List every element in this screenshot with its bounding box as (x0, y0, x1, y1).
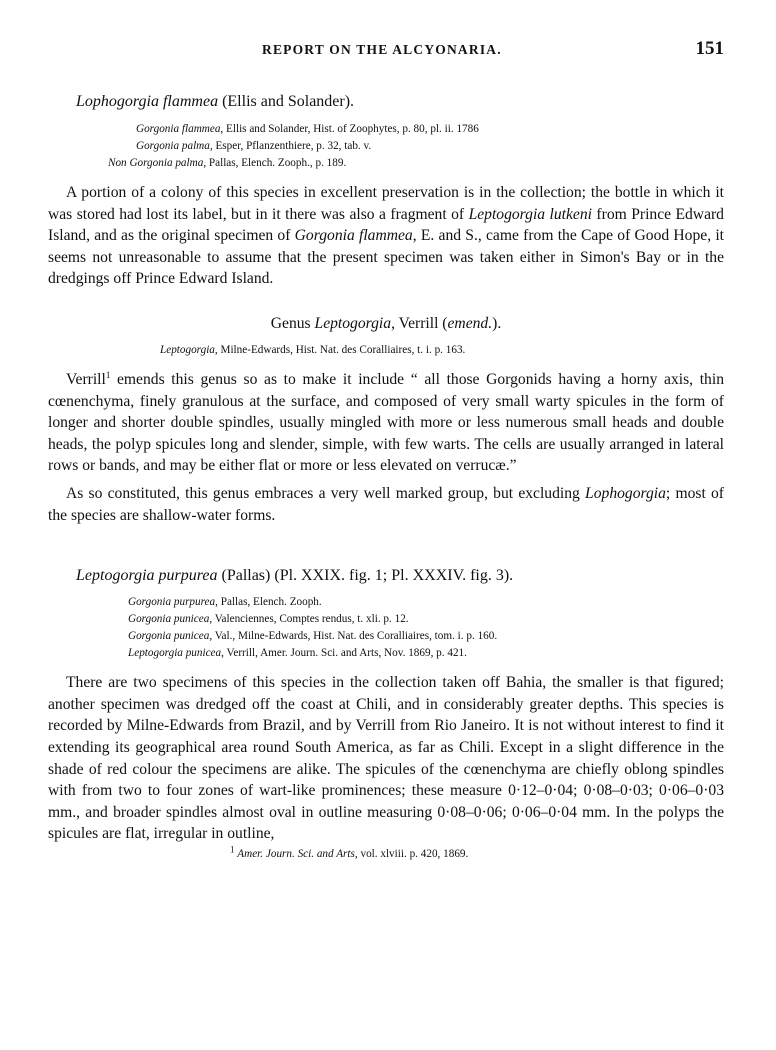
synonym-reference: , Ellis and Solander, Hist. of Zoophytes, p. 80, pl. ii. 1786 (220, 123, 479, 135)
page-number: 151 (695, 38, 724, 59)
genus-name: Leptogorgia (314, 314, 392, 332)
paragraph-genus-remarks (48, 483, 724, 526)
footnote (48, 846, 724, 862)
paragraph-text: emends this genus so as to make it include “ all those Gorgonids having a horny axis, thin cœnenchyma, finely granulous at the surface, and composed of very small warty spicules in the form of longer and shorter double spindles, usually mingled with more or less numerous small heads and double heads, the polyp spicules long and slender, simple, with few warts. The cells are usually arranged in lateral rows or bands, and may be either flat or more or less elevated on verrucæ.” (48, 370, 724, 475)
synonym-name: Gorgonia punicea (128, 613, 210, 626)
synonym-reference: , Pallas, Elench. Zooph. (215, 596, 322, 609)
taxon-name: Gorgonia flammea (294, 227, 413, 245)
footnote-marker: 1 (105, 369, 111, 380)
paragraph-genus-diagnosis (48, 369, 724, 477)
synonymy-list (48, 121, 724, 172)
taxon-name: Leptogorgia lutkeni (468, 205, 592, 223)
synonym-name: Non Gorgonia palma (108, 157, 204, 169)
species-heading-lophogorgia-flammea (76, 92, 724, 112)
paragraph-text: A portion of a colony of this species in excellent preservation is in the collection; the bottle in which it was stored had lost its label, but in it there was also a fragment of (48, 184, 724, 223)
synonym-name: Gorgonia palma (136, 140, 210, 152)
paragraph-lophogorgia (48, 182, 724, 290)
paragraph-leptogorgia-purpurea: There are two specimens of this species in the collection taken off Bahia, the smaller is that figured; another specimen was dredged off the coast at Chili, and in considerably greater depths. This species is recorded by Milne-Edwards from Brazil, and by Verrill from Rio Janeiro. It is not without interest to find it extending its geographical area round South America, as far as Chili. Except in a slight difference in the shade of red colour the specimens are alike. The spicules of the cœnenchyma are chiefly oblong spindles with from two to four zones of wart-like prominences; these measure 0·12–0·04; 0·08–0·03; 0·06–0·03 mm., and broader spindles almost oval in outline measuring 0·08–0·06; 0·06–0·04 mm. In the polyps the spicules are flat, irregular in outline, (48, 674, 724, 843)
genus-heading (48, 314, 724, 334)
genus-emend: emend. (447, 314, 493, 332)
synonym-line (48, 138, 724, 155)
paragraph-text: As so constituted, this genus embraces a very well marked group, but excluding (66, 484, 586, 502)
paragraph-text: Verrill (66, 370, 106, 388)
synonym-name: Gorgonia purpurea (128, 596, 216, 609)
genus-close: ). (492, 314, 502, 332)
synonymy-list (48, 594, 724, 662)
footnote-source: Amer. Journ. Sci. and Arts (237, 847, 355, 860)
synonym-reference: , Milne-Edwards, Hist. Nat. des Coralliaires, t. i. p. 163. (214, 343, 466, 356)
synonym-reference: , Valenciennes, Comptes rendus, t. xli. p. 12. (209, 613, 409, 626)
synonym-line (48, 645, 724, 662)
species-name: Leptogorgia purpurea (76, 567, 218, 585)
paragraph-text: ; most of the species are shallow-water forms. (48, 484, 725, 524)
synonym-name: Leptogorgia punicea (128, 647, 222, 660)
synonym-reference: , Esper, Pflanzenthiere, p. 32, tab. v. (209, 140, 372, 152)
synonym-name: Gorgonia punicea (128, 630, 210, 643)
footnote-reference: , vol. xlviii. p. 420, 1869. (354, 847, 469, 860)
species-authority: (Pallas) (Pl. XXIX. fig. 1; Pl. XXXIV. fig. 3). (217, 567, 514, 585)
taxon-name: Lophogorgia (585, 484, 666, 502)
synonym-line (48, 121, 724, 138)
synonym-reference: , Val., Milne-Edwards, Hist. Nat. des Coralliaires, tom. i. p. 160. (209, 630, 498, 643)
synonym-line (48, 342, 724, 359)
synonym-reference: , Verrill, Amer. Journ. Sci. and Arts, Nov. 1869, p. 421. (221, 647, 467, 660)
synonym-name: Gorgonia flammea (136, 123, 221, 135)
page-body (48, 92, 724, 862)
synonym-reference: , Pallas, Elench. Zooph., p. 189. (203, 157, 347, 169)
synonym-line (48, 611, 724, 628)
species-heading-leptogorgia-purpurea (76, 566, 724, 586)
paragraph-text: from Prince Edward Island, and as the original specimen of (48, 205, 724, 245)
synonym-line (48, 628, 724, 645)
running-title: REPORT ON THE ALCYONARIA. (262, 42, 502, 57)
synonym-name: Leptogorgia (160, 343, 215, 356)
synonym-line (48, 155, 724, 172)
genus-author: , Verrill ( (391, 314, 448, 332)
species-name: Lophogorgia flammea (76, 93, 219, 110)
synonym-line (48, 594, 724, 611)
genus-synonymy (48, 342, 724, 359)
genus-prefix: Genus (270, 314, 315, 332)
running-head (0, 38, 776, 62)
species-authority: (Ellis and Solander). (218, 93, 355, 110)
paragraph-text: , E. and S., came from the Cape of Good Hope, it seems not unreasonable to assume that the present specimen was taken either in Simon's Bay or in the dredgings off Prince Edward Island. (48, 227, 725, 288)
footnote-marker: 1 (230, 844, 235, 855)
